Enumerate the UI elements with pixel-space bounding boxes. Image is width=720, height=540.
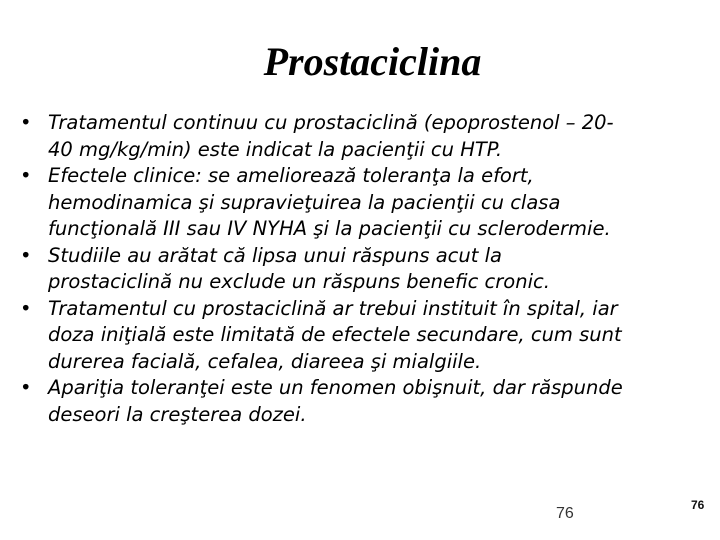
slide-title: Prostaciclina (263, 39, 482, 84)
bullet-marker: • (20, 296, 32, 320)
bullet-marker: • (20, 111, 32, 134)
bullet-text-line: Efectele clinice: se ameliorează toleranţa la efort, (48, 164, 534, 187)
bullet-text-line: funcţională III sau IV NYHA şi la pacienţii cu sclerodermie. (48, 217, 611, 240)
bullet-item (20, 163, 720, 243)
bullet-text-line: doza iniţială este limitată de efectele secundare, cum sunt (48, 323, 622, 346)
bullet-text-line: hemodinamica şi supravieţuirea la pacienţii cu clasa (48, 190, 561, 214)
bullet-text-line: prostaciclină nu exclude un răspuns benefic cronic. (48, 270, 550, 293)
bullet-text-line: Tratamentul cu prostaciclină ar trebui instituit în spital, iar (48, 296, 618, 320)
bullet-marker: • (20, 376, 32, 399)
bullet-text-line: Studiile au arătat că lipsa unui răspuns acut la (48, 243, 502, 267)
bullet-text-line: deseori la creşterea dozei. (48, 402, 307, 426)
bullet-list (20, 110, 720, 428)
bullet-text-line: durerea facială, cefalea, diareea şi mialgiile. (48, 349, 482, 373)
bullet-item (20, 110, 720, 163)
bullet-marker: • (20, 243, 32, 267)
bullet-text-line: 40 mg/kg/min) este indicat la pacienţii cu HTP. (48, 137, 503, 161)
bullet-item (20, 243, 720, 296)
bullet-item (20, 296, 720, 376)
bullet-text-line: Apariţia toleranţei este un fenomen obişnuit, dar răspunde (48, 376, 623, 399)
bullet-marker: • (20, 164, 32, 187)
bullet-text-line: Tratamentul continuu cu prostaciclină (epoprostenol – 20- (48, 111, 614, 134)
slide-number-corner: 76 (691, 498, 705, 512)
page-number: 76 (556, 505, 574, 522)
bullet-item (20, 375, 720, 428)
